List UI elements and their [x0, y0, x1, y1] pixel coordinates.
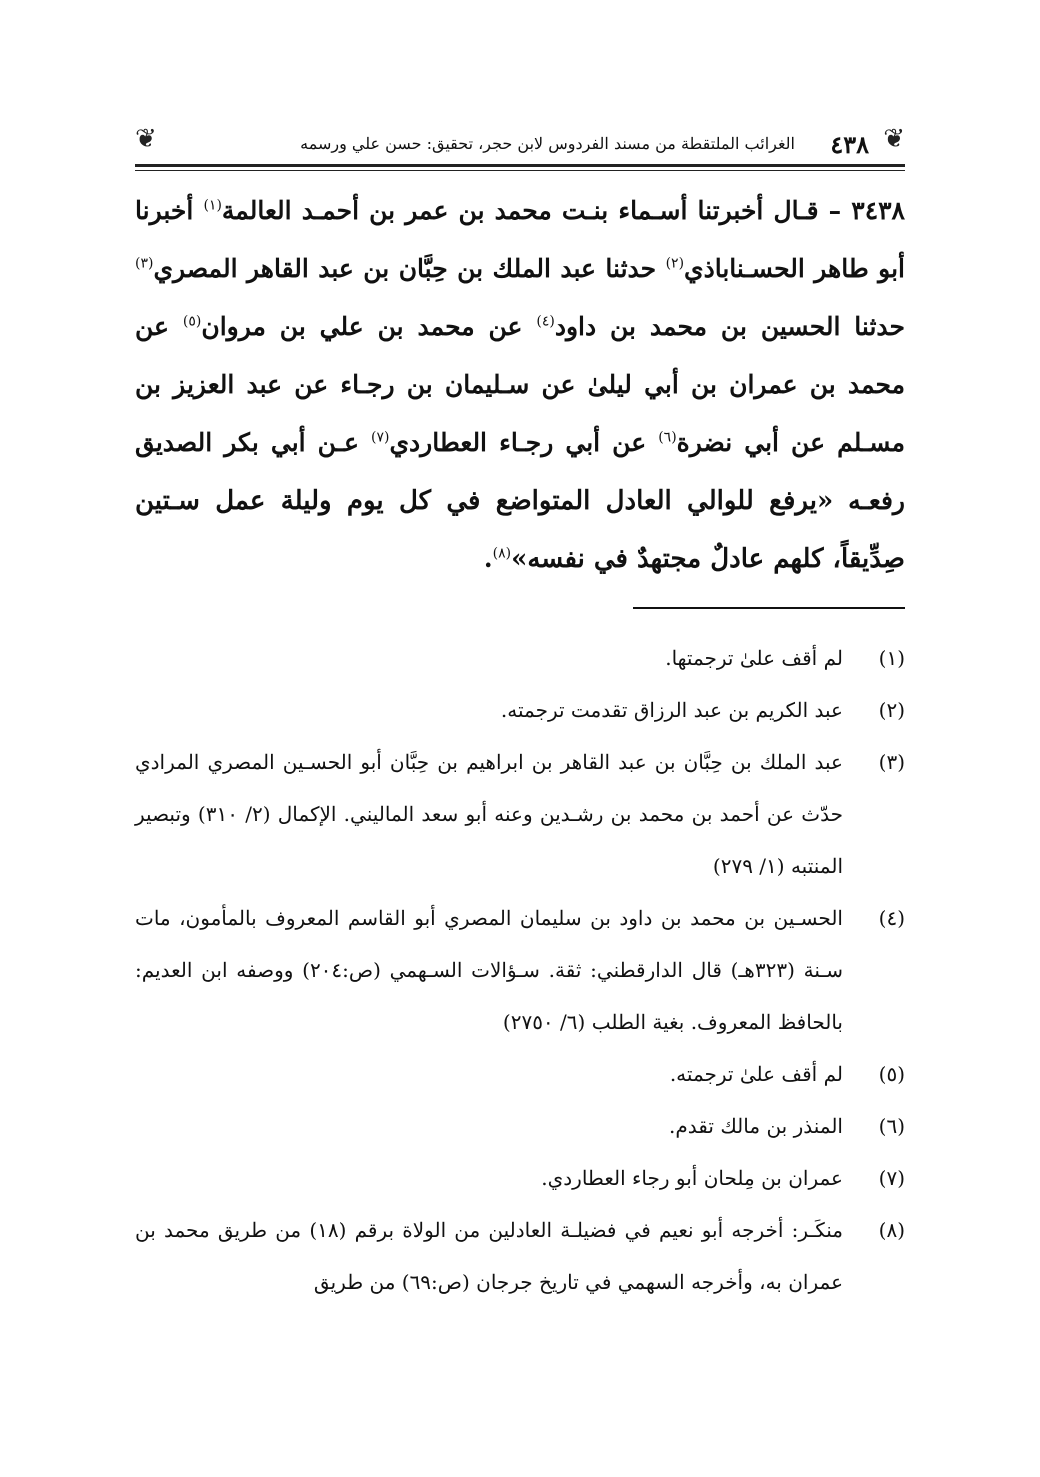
footnote-number: (٣): [878, 750, 905, 774]
footnote-number: (٨): [878, 1218, 905, 1242]
footnote-number: (٢): [878, 698, 905, 722]
footnote-ref-1: (١): [203, 197, 222, 214]
ornament-left-icon: ❦: [135, 124, 157, 154]
footnote-item: [135, 892, 905, 1048]
hadith-text-8: عـن أبي بكر الصديق رفعـه: [135, 428, 905, 515]
footnote-item: [135, 1100, 905, 1152]
hadith-text-5: عن محمد بن علي بن مروان: [201, 312, 537, 341]
footnote-text: لم أقف علىٰ ترجمتها.: [665, 646, 843, 670]
footnote-item: [135, 1152, 905, 1204]
footnote-text: الحسـين بن محمد بن داود بن سليمان المصري أبو القاسم المعروف بالمأمون، مات سـنة (٣٢٣هـ) قال الدارقطني: ثقة. سـؤالات السـهمي (ص:٢٠٤) ووصفه ابن العديم: بالحافظ المعروف. بغية الطلب (٦/ ٢٧٥٠): [135, 906, 843, 1034]
footnote-item: [135, 684, 905, 736]
hadith-entry: [135, 182, 905, 588]
hadith-text-7: عن أبي رجـاء العطاردي: [389, 428, 659, 457]
hadith-paragraph: [135, 182, 905, 588]
footnote-text: منكَـر: أخرجه أبو نعيم في فضيلـة العادلين من الولاة برقم (١٨) من طريق محمد بن عمران به، وأخرجه السهمي في تاريخ جرجان (ص:٦٩) من طريق: [135, 1218, 844, 1294]
footnote-item: [135, 1204, 905, 1308]
footnote-number: (٥): [878, 1062, 905, 1086]
footnote-item: [135, 736, 905, 892]
hadith-text-1: ٣٤٣٨ – قـال أخبرتنا أسـماء بنـت محمد بن عمر بن أحمـد العالمة: [221, 196, 905, 225]
footnote-ref-8: (٨): [492, 545, 512, 562]
header-rule-thick: [135, 164, 905, 167]
footnote-text: عبد الملك بن حِبَّان بن عبد القاهر بن ابراهيم بن حِبَّان أبو الحسـين المصري المرادي حدّث عن أحمد بن محمد بن رشـدين وعنه أبو سعد الماليني. الإكمال (٢/ ٣١٠) وتبصير المنتبه (١/ ٢٧٩): [135, 750, 843, 878]
footnote-text: عمران بن مِلحان أبو رجاء العطاردي.: [541, 1166, 843, 1190]
footnote-ref-2: (٢): [665, 255, 685, 272]
footnote-ref-4: (٤): [536, 313, 555, 330]
footnote-number: (٧): [878, 1166, 905, 1190]
footnote-item: [135, 632, 905, 684]
footnote-text: عبد الكريم بن عبد الرزاق تقدمت ترجمته.: [500, 698, 843, 722]
footnote-ref-7: (٧): [371, 429, 390, 446]
header-rule-thin: [135, 170, 905, 171]
footnote-ref-3: (٣): [135, 255, 154, 272]
running-title: الغرائب الملتقطة من مسند الفردوس لابن حجر، تحقيق: حسن علي ورسمه: [300, 134, 795, 153]
footnote-separator: [633, 607, 905, 609]
hadith-text-4: حدثنا الحسين بن محمد بن داود: [554, 312, 905, 341]
ornament-right-icon: ❦: [883, 124, 905, 154]
page-number: ٤٣٨: [830, 130, 869, 159]
footnote-ref-6: (٦): [658, 429, 677, 446]
footnote-text: لم أقف علىٰ ترجمته.: [669, 1062, 843, 1086]
footnote-number: (٤): [878, 906, 905, 930]
hadith-text-9: .: [483, 544, 493, 573]
hadith-text-2: أخبرنا أبو طاهر الحسـناباذي: [135, 196, 906, 283]
footnote-ref-5: (٥): [182, 313, 202, 330]
footnotes: [135, 632, 905, 1308]
footnote-text: المنذر بن مالك تقدم.: [669, 1114, 843, 1138]
hadith-text-6: عن محمد بن عمران بن أبي ليلىٰ عن سـليمان بن رجـاء عن عبد العزيز بن مسـلم عن أبي نضرة: [135, 312, 906, 457]
footnote-number: (١): [878, 646, 905, 670]
hadith-quote: «يرفع للوالي العادل المتواضع في كل يوم وليلة عمل سـتين صِدِّيقاً، كلهم عادلٌ مجتهدٌ في نفسه»: [135, 486, 905, 574]
hadith-text-3: حدثنا عبد الملك بن حِبَّان بن عبد القاهر المصري: [153, 254, 666, 283]
footnote-item: [135, 1048, 905, 1100]
running-header: [135, 120, 905, 176]
footnote-number: (٦): [878, 1114, 905, 1138]
